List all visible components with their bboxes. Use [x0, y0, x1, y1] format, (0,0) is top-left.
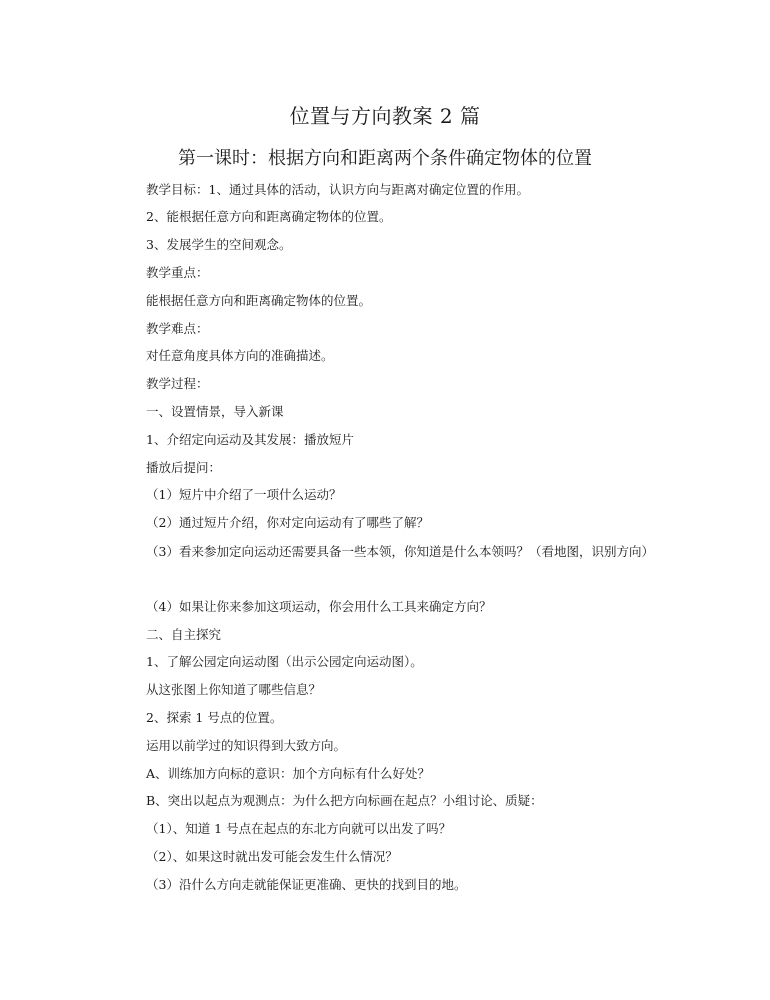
lesson-subtitle: 第一课时：根据方向和距离两个条件确定物体的位置	[178, 148, 592, 169]
paragraph: （1）短片中介绍了一项什么运动？	[146, 487, 342, 502]
paragraph: 对任意角度具体方向的准确描述。	[146, 348, 334, 363]
paragraph: 2、探索 1 号点的位置。	[146, 710, 283, 725]
paragraph: 从这张图上你知道了哪些信息？	[146, 682, 322, 697]
paragraph: 教学目标：1、通过具体的活动，认识方向与距离对确定位置的作用。	[146, 182, 529, 197]
paragraph: 2、能根据任意方向和距离确定物体的位置。	[146, 209, 392, 224]
paragraph: （3）沿什么方向走就能保证更准确、更快的找到目的地。	[146, 877, 467, 892]
paragraph: 1、了解公园定向运动图（出示公园定向运动图）。	[146, 654, 423, 669]
paragraph: 3、发展学生的空间观念。	[146, 237, 292, 252]
paragraph: （2）、如果这时就出发可能会发生什么情况？	[146, 849, 398, 864]
paragraph: 教学难点：	[146, 321, 209, 336]
paragraph: 教学过程：	[146, 376, 209, 391]
paragraph: （2）通过短片介绍，你对定向运动有了哪些了解？	[146, 515, 429, 530]
paragraph: 播放后提问：	[146, 460, 222, 475]
paragraph: A、训练加方向标的意识：加个方向标有什么好处？	[146, 766, 431, 781]
paragraph: 能根据任意方向和距离确定物体的位置。	[146, 293, 372, 308]
paragraph: 运用以前学过的知识得到大致方向。	[146, 738, 347, 753]
paragraph: 教学重点：	[146, 265, 209, 280]
paragraph: 1、介绍定向运动及其发展：播放短片	[146, 432, 354, 447]
paragraph: （1）、知道 1 号点在起点的东北方向就可以出发了吗？	[146, 821, 452, 836]
document-title: 位置与方向教案 2 篇	[289, 104, 481, 128]
paragraph: B、突出以起点为观测点：为什么把方向标画在起点？小组讨论、质疑：	[146, 793, 543, 808]
paragraph: （3）看来参加定向运动还需要具备一些本领，你知道是什么本领吗？（看地图，识别方向）	[146, 544, 654, 559]
paragraph: 二、自主探究	[146, 627, 222, 642]
paragraph: 一、设置情景，导入新课	[146, 404, 284, 419]
paragraph: （4）如果让你来参加这项运动，你会用什么工具来确定方向？	[146, 599, 492, 614]
